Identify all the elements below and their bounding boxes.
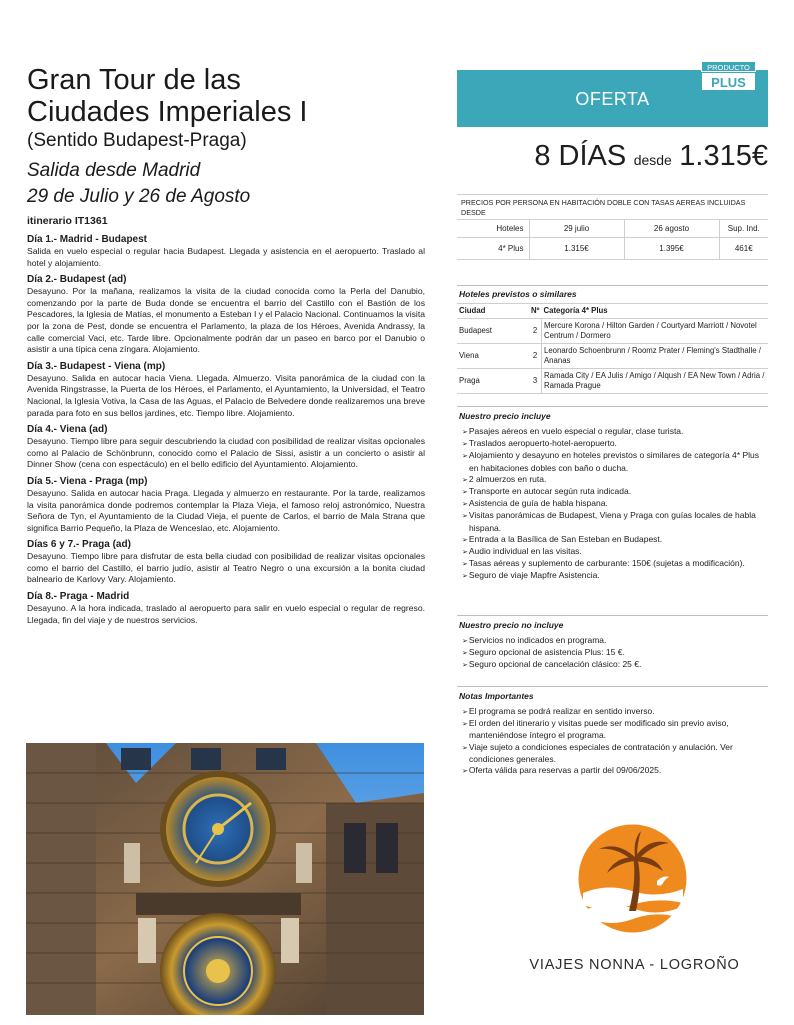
day-block <box>27 475 425 534</box>
hotel-nights: 2 <box>529 344 541 369</box>
column-header: 26 agosto <box>624 220 719 238</box>
day-text: Desayuno. Tiempo libre para seguir descubriendo la ciudad con posibilidad de realizar visitas opcionales como al Palacio de Schönbrunn, conocido como el Palacio de Sissi, asistir a un concierto o asistir al Dinner Show (cena con espectáculo) en el bello edificio del Ayuntamiento. Alojamiento. <box>27 436 425 470</box>
badge-bottom-text: PLUS <box>701 72 756 91</box>
includes-item: ➢ Transporte en autocar según ruta indicada. <box>457 486 768 498</box>
departure-dates: 29 de Julio y 26 de Agosto <box>27 186 251 207</box>
notes-item: ➢ El orden del itinerario y visitas puede ser modificado sin previo aviso, manteniéndose íntegro el programa. <box>457 718 768 741</box>
day-text: Desayuno. Salida en autocar hacia Praga. Llegada y almuerzo en restaurante. Por la tarde, realizamos la visita panorámica donde podremos contemplar la Plaza Vieja, el famoso reloj astronómico, Nuestra Señora de Tyn, el Ayuntamiento de la Ciudad Vieja, el puente de Carlos, el barrio de Mala Strana que significa Barrio Pequeño, la Plaza de Wenceslao, etc. Alojamiento. <box>27 487 425 533</box>
price-cell: 1.395€ <box>624 238 719 260</box>
price-table-columns <box>457 220 768 238</box>
price-table-header: PRECIOS POR PERSONA EN HABITACIÓN DOBLE CON TASAS AEREAS INCLUIDAS DESDE <box>457 194 768 219</box>
title-line-2: Ciudades Imperiales I <box>27 96 308 128</box>
badge-top-text: PRODUCTO <box>701 61 756 72</box>
excludes-item: ➢ Seguro opcional de asistencia Plus: 15 €. <box>457 647 768 659</box>
includes-item: ➢ Tasas aéreas y suplemento de carburante: 150€ (sujetas a modificación). <box>457 558 768 570</box>
day-title: Día 2.- Budapest (ad) <box>27 274 127 286</box>
hotel-row <box>457 369 768 394</box>
notes-item: ➢ El programa se podrá realizar en sentido inverso. <box>457 706 768 718</box>
price-table <box>457 194 768 260</box>
column-header: Ciudad <box>457 304 529 319</box>
notes-item: ➢ Viaje sujeto a condiciones especiales de contratación y anulación. Ver condiciones generales. <box>457 742 768 765</box>
includes-item: ➢ Seguro de viaje Mapfre Asistencia. <box>457 570 768 582</box>
notes-title: Notas Importantes <box>459 691 534 701</box>
hotels-section <box>457 285 768 394</box>
agency-logo <box>577 823 688 934</box>
column-header: Hoteles <box>457 220 529 238</box>
agency-name: VIAJES NONNA - LOGROÑO <box>529 957 740 973</box>
column-header: Sup. Ind. <box>719 220 768 238</box>
includes-item: ➢ Traslados aeropuerto-hotel-aeropuerto. <box>457 438 768 450</box>
hotel-row <box>457 319 768 344</box>
excludes-section <box>457 615 768 672</box>
day-block <box>27 538 425 586</box>
day-block <box>27 590 425 626</box>
title-line-1: Gran Tour de las <box>27 64 241 96</box>
price-summary <box>457 140 768 173</box>
day-title: Día 4.- Viena (ad) <box>27 424 108 436</box>
includes-section <box>457 406 768 583</box>
notes-item: ➢ Oferta válida para reservas a partir del 09/06/2025. <box>457 765 768 777</box>
tour-title <box>27 64 425 128</box>
day-title: Día 8.- Praga - Madrid <box>27 591 130 603</box>
hotel-names: Ramada City / EA Julis / Amigo / Alqush / EA New Town / Adria / Ramada Prague <box>541 369 768 394</box>
itinerary-code: itinerario IT1361 <box>27 215 108 227</box>
desde-label: desde <box>633 152 672 168</box>
hotel-nights: 3 <box>529 369 541 394</box>
hotel-city: Viena <box>457 344 529 369</box>
day-title: Día 3.- Budapest - Viena (mp) <box>27 360 166 372</box>
producto-plus-badge <box>701 61 756 92</box>
day-title: Día 5.- Viena - Praga (mp) <box>27 475 148 487</box>
includes-item: ➢ Entrada a la Basílica de San Esteban en Budapest. <box>457 534 768 546</box>
column-header: Nº <box>529 304 541 319</box>
palm-tree-logo-icon <box>577 823 688 934</box>
includes-item: ➢ Visitas panorámicas de Budapest, Viena y Praga con guías locales de habla hispana. <box>457 510 768 533</box>
trip-price: 1.315€ <box>679 140 768 172</box>
departure-city: Salida desde Madrid <box>27 160 201 181</box>
day-text: Desayuno. Por la mañana, realizamos la visita de la ciudad conocida como la Perla del Danubio, comenzando por la parte de Buda donde se encuentra el barrio del Castillo con el Bastión de los Pescadores, la Iglesia de Matías, el monumento a Esteban I y el Palacio Nacional. Continuamos la visita por la zona de Pest, donde se encuentra el Parlamento, la plaza de los Héroes, Avenida Andrassy, la calle comercial Vaci, etc. Tarde libre. Opcionalmente podrán dar un paseo en barco por el Danubio o asistir a una típica cena zíngara. Alojamiento. <box>27 286 425 355</box>
hotels-table <box>457 303 768 394</box>
day-title: Día 1.- Madrid - Budapest <box>27 234 148 245</box>
day-text: Salida en vuelo especial o regular hacia Budapest. Llegada y asistencia en el aeropuerto. Traslado al hotel y alojamiento. <box>27 246 425 268</box>
day-text: Desayuno. Salida en autocar hacia Viena. Llegada. Almuerzo. Visita panorámica de la ciudad con la Avenida Ringstrasse, la Puerta de los Héroes, el Parlamento, el Ayuntamiento, la Universidad, el Teatro Nacional, la Iglesia Votiva, la Casa de las Aguas, el Palacio de Belvedere donde realizaremos una breve parada para foto en sus bellos jardines, etc. Tiempo libre. Alojamiento. <box>27 372 425 418</box>
departure-info <box>27 158 425 210</box>
column-header: Categoría 4* Plus <box>541 304 768 319</box>
day-block <box>27 273 425 356</box>
supplement-cell: 461€ <box>719 238 768 260</box>
hotels-title: Hoteles previstos o similares <box>459 289 577 299</box>
hotel-category: 4* Plus <box>457 238 529 260</box>
hotel-row <box>457 344 768 369</box>
offer-label: OFERTA <box>575 89 650 109</box>
excludes-item: ➢ Servicios no indicados en programa. <box>457 635 768 647</box>
trip-duration: 8 DÍAS <box>534 140 627 172</box>
day-text: Desayuno. Tiempo libre para disfrutar de esta bella ciudad con posibilidad de realizar visitas opcionales como el barrio del Castillo, el barrio judío, asistir al Teatro Negro o una excursión a la bonita ciudad balneario de Karlovy Vary. Alojamiento. <box>27 551 425 585</box>
includes-item: ➢ Asistencia de guía de habla hispana. <box>457 498 768 510</box>
hotel-names: Leonardo Schoenbrunn / Roomz Prater / Fleming's Stadthalle / Ananas <box>541 344 768 369</box>
excludes-item: ➢ Seguro opcional de cancelación clásico: 25 €. <box>457 659 768 671</box>
hotel-nights: 2 <box>529 319 541 344</box>
day-block <box>27 423 425 471</box>
itinerary-column <box>27 64 425 630</box>
includes-item: ➢ 2 almuerzos en ruta. <box>457 474 768 486</box>
hotel-city: Praga <box>457 369 529 394</box>
hotel-city: Budapest <box>457 319 529 344</box>
price-row <box>457 238 768 260</box>
hotel-names: Mercure Korona / Hilton Garden / Courtyard Marriott / Novotel Centrum / Dormero <box>541 319 768 344</box>
day-block <box>27 360 425 419</box>
price-cell: 1.315€ <box>529 238 624 260</box>
clock-illustration <box>26 743 424 1015</box>
includes-item: ➢ Audio individual en las visitas. <box>457 546 768 558</box>
notes-section <box>457 686 768 777</box>
day-text: Desayuno. A la hora indicada, traslado al aeropuerto para salir en vuelo especial o regular de regreso. Llegada, fin del viaje y de nuestros servicios. <box>27 603 425 625</box>
includes-item: ➢ Pasajes aéreos en vuelo especial o regular, clase turista. <box>457 426 768 438</box>
tour-subtitle: (Sentido Budapest-Praga) <box>27 130 247 151</box>
includes-item: ➢ Alojamiento y desayuno en hoteles previstos o similares de categoría 4* Plus en habitaciones dobles con baño o ducha. <box>457 450 768 473</box>
day-title: Días 6 y 7.- Praga (ad) <box>27 539 131 551</box>
day-block <box>27 233 425 269</box>
includes-title: Nuestro precio incluye <box>459 411 551 421</box>
column-header: 29 julio <box>529 220 624 238</box>
excludes-title: Nuestro precio no incluye <box>459 620 564 630</box>
prague-clock-photo <box>26 743 424 1015</box>
